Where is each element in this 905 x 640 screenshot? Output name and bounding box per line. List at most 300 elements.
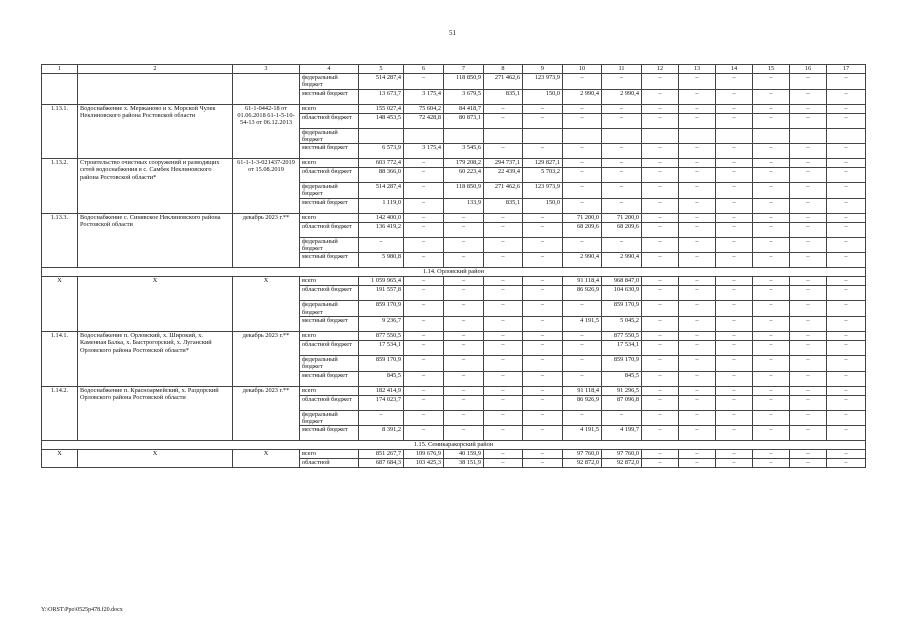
budget-source-label: всего	[300, 450, 359, 459]
value-cell: –	[790, 301, 827, 317]
value-cell: –	[679, 426, 716, 441]
value-cell: –	[679, 213, 716, 222]
item-document: Х	[233, 277, 300, 332]
value-cell: 91 118,4	[563, 386, 602, 395]
value-cell: –	[602, 168, 642, 183]
value-cell: –	[716, 213, 753, 222]
value-cell: –	[716, 104, 753, 113]
value-cell: –	[679, 222, 716, 237]
value-cell: –	[753, 253, 790, 268]
value-cell: –	[753, 355, 790, 371]
value-cell: –	[790, 198, 827, 213]
value-cell: –	[827, 410, 866, 426]
value-cell: –	[523, 253, 563, 268]
value-cell: –	[444, 237, 484, 253]
budget-source-label: областной бюджет	[300, 395, 359, 410]
value-cell: –	[563, 410, 602, 426]
value-cell: 877 550,5	[602, 331, 642, 340]
value-cell: –	[404, 74, 444, 90]
value-cell: –	[716, 426, 753, 441]
value-cell: –	[563, 331, 602, 340]
value-cell: –	[523, 459, 563, 468]
value-cell: –	[523, 426, 563, 441]
value-cell: –	[716, 183, 753, 199]
budget-source-label: федеральный бюджет	[300, 410, 359, 426]
value-cell: –	[790, 426, 827, 441]
value-cell: –	[484, 395, 523, 410]
value-cell: –	[404, 253, 444, 268]
column-header: 10	[563, 65, 602, 74]
value-cell: 22 439,4	[484, 168, 523, 183]
value-cell: –	[679, 159, 716, 168]
value-cell: –	[642, 144, 679, 159]
value-cell: –	[484, 331, 523, 340]
column-header: 1	[42, 65, 78, 74]
value-cell: 150,0	[523, 89, 563, 104]
value-cell: –	[753, 386, 790, 395]
value-cell: –	[404, 286, 444, 301]
value-cell: –	[523, 340, 563, 355]
value-cell: –	[444, 371, 484, 386]
value-cell	[827, 128, 866, 144]
value-cell: –	[602, 198, 642, 213]
value-cell	[679, 128, 716, 144]
budget-source-label: областной бюджет	[300, 168, 359, 183]
budget-source-label: местный бюджет	[300, 198, 359, 213]
column-header: 4	[300, 65, 359, 74]
value-cell: –	[523, 355, 563, 371]
value-cell: –	[790, 459, 827, 468]
value-cell: –	[827, 168, 866, 183]
value-cell: 179 208,2	[444, 159, 484, 168]
value-cell: –	[444, 222, 484, 237]
item-number	[42, 74, 78, 105]
value-cell: –	[642, 450, 679, 459]
budget-source-label: федеральный бюджет	[300, 183, 359, 199]
value-cell: –	[642, 253, 679, 268]
value-cell: –	[679, 371, 716, 386]
value-cell: –	[484, 450, 523, 459]
value-cell: –	[679, 277, 716, 286]
section-row	[42, 268, 866, 277]
value-cell: –	[790, 395, 827, 410]
value-cell: –	[753, 213, 790, 222]
value-cell: –	[753, 410, 790, 426]
value-cell: –	[827, 286, 866, 301]
value-cell: 92 872,0	[563, 459, 602, 468]
value-cell: –	[404, 371, 444, 386]
value-cell: –	[827, 395, 866, 410]
column-header: 12	[642, 65, 679, 74]
value-cell: –	[679, 450, 716, 459]
value-cell: 2 990,4	[563, 89, 602, 104]
value-cell	[484, 128, 523, 144]
value-cell: –	[716, 159, 753, 168]
value-cell: –	[790, 316, 827, 331]
value-cell: –	[484, 286, 523, 301]
value-cell: –	[679, 237, 716, 253]
item-document: декабрь 2023 г.**	[233, 386, 300, 441]
value-cell: –	[827, 159, 866, 168]
value-cell: –	[563, 113, 602, 128]
item-name: Х	[78, 277, 233, 332]
table-row	[42, 331, 866, 340]
budget-source-label: федеральный бюджет	[300, 128, 359, 144]
value-cell: 104 630,9	[602, 286, 642, 301]
column-header: 7	[444, 65, 484, 74]
value-cell: –	[716, 450, 753, 459]
value-cell: –	[642, 113, 679, 128]
value-cell: –	[827, 331, 866, 340]
budget-source-label: местный бюджет	[300, 426, 359, 441]
value-cell: –	[753, 183, 790, 199]
budget-source-label: областной бюджет	[300, 113, 359, 128]
item-number: 1.14.1.	[42, 331, 78, 386]
value-cell: 136 419,2	[359, 222, 404, 237]
value-cell: –	[642, 104, 679, 113]
value-cell: –	[444, 426, 484, 441]
value-cell: –	[563, 340, 602, 355]
value-cell: –	[753, 426, 790, 441]
value-cell: –	[679, 316, 716, 331]
value-cell: –	[827, 459, 866, 468]
value-cell: –	[753, 104, 790, 113]
value-cell: –	[484, 222, 523, 237]
table-row	[42, 159, 866, 168]
section-title: 1.14. Орловский район	[42, 268, 866, 277]
value-cell: –	[563, 168, 602, 183]
value-cell: –	[404, 410, 444, 426]
table-row	[42, 277, 866, 286]
value-cell: 845,5	[602, 371, 642, 386]
value-cell: –	[716, 371, 753, 386]
budget-source-label: всего	[300, 104, 359, 113]
value-cell: –	[790, 74, 827, 90]
value-cell: –	[404, 340, 444, 355]
value-cell: –	[642, 222, 679, 237]
value-cell: –	[563, 198, 602, 213]
budget-source-label: местный бюджет	[300, 253, 359, 268]
value-cell: –	[523, 237, 563, 253]
value-cell: 4 199,7	[602, 426, 642, 441]
value-cell: –	[790, 340, 827, 355]
value-cell: 75 604,2	[404, 104, 444, 113]
value-cell: –	[827, 183, 866, 199]
value-cell: 123 973,9	[523, 183, 563, 199]
column-header: 8	[484, 65, 523, 74]
value-cell: –	[602, 104, 642, 113]
value-cell: –	[753, 159, 790, 168]
value-cell: –	[753, 301, 790, 317]
value-cell: 118 850,9	[444, 74, 484, 90]
value-cell: –	[790, 450, 827, 459]
value-cell: –	[484, 113, 523, 128]
value-cell: –	[679, 286, 716, 301]
value-cell: 133,9	[444, 198, 484, 213]
value-cell: –	[753, 395, 790, 410]
value-cell: –	[790, 104, 827, 113]
value-cell: –	[679, 301, 716, 317]
value-cell: –	[484, 316, 523, 331]
value-cell: –	[484, 301, 523, 317]
value-cell: –	[827, 74, 866, 90]
value-cell: –	[484, 144, 523, 159]
value-cell: –	[827, 144, 866, 159]
value-cell: –	[444, 355, 484, 371]
value-cell: –	[444, 213, 484, 222]
value-cell: –	[404, 331, 444, 340]
value-cell: –	[827, 104, 866, 113]
value-cell: –	[642, 213, 679, 222]
value-cell: –	[602, 410, 642, 426]
item-number: Х	[42, 450, 78, 468]
value-cell: –	[679, 395, 716, 410]
value-cell: –	[716, 253, 753, 268]
value-cell: –	[404, 395, 444, 410]
value-cell: –	[642, 355, 679, 371]
item-name: Водоснабжение с. Синявское Неклиновского района Ростовской области	[78, 213, 233, 268]
value-cell: –	[753, 74, 790, 90]
value-cell: –	[563, 104, 602, 113]
value-cell: –	[790, 331, 827, 340]
value-cell: 4 191,5	[563, 426, 602, 441]
value-cell: –	[642, 74, 679, 90]
value-cell: –	[563, 355, 602, 371]
value-cell: 8 391,2	[359, 426, 404, 441]
value-cell: –	[827, 253, 866, 268]
value-cell: –	[716, 237, 753, 253]
value-cell: –	[679, 355, 716, 371]
value-cell: 859 170,9	[359, 355, 404, 371]
value-cell: –	[716, 301, 753, 317]
value-cell: 859 170,9	[359, 301, 404, 317]
value-cell: 877 550,5	[359, 331, 404, 340]
value-cell: 109 676,9	[404, 450, 444, 459]
value-cell: –	[404, 277, 444, 286]
value-cell: –	[484, 340, 523, 355]
value-cell: –	[679, 331, 716, 340]
value-cell: 271 462,6	[484, 183, 523, 199]
column-header: 13	[679, 65, 716, 74]
value-cell: –	[753, 331, 790, 340]
value-cell: 514 287,4	[359, 183, 404, 199]
value-cell: –	[523, 222, 563, 237]
value-cell: –	[563, 159, 602, 168]
value-cell: –	[444, 316, 484, 331]
value-cell: –	[642, 395, 679, 410]
value-cell: –	[642, 340, 679, 355]
value-cell: –	[484, 426, 523, 441]
value-cell: –	[827, 237, 866, 253]
value-cell: 294 737,1	[484, 159, 523, 168]
value-cell: –	[790, 159, 827, 168]
value-cell: –	[444, 340, 484, 355]
value-cell: –	[642, 159, 679, 168]
value-cell: –	[679, 89, 716, 104]
value-cell: –	[602, 237, 642, 253]
value-cell: –	[716, 410, 753, 426]
value-cell: –	[404, 386, 444, 395]
item-number: 1.13.3.	[42, 213, 78, 268]
table-row	[42, 74, 866, 90]
value-cell: –	[790, 168, 827, 183]
item-document: декабрь 2023 г.**	[233, 331, 300, 386]
value-cell: –	[642, 386, 679, 395]
column-header: 6	[404, 65, 444, 74]
value-cell: –	[827, 355, 866, 371]
value-cell: –	[679, 459, 716, 468]
value-cell: –	[563, 183, 602, 199]
value-cell: –	[827, 426, 866, 441]
value-cell: –	[716, 395, 753, 410]
value-cell: –	[444, 253, 484, 268]
value-cell	[563, 128, 602, 144]
value-cell: –	[642, 198, 679, 213]
value-cell: 71 200,0	[563, 213, 602, 222]
value-cell: –	[523, 395, 563, 410]
value-cell: –	[444, 277, 484, 286]
value-cell: 851 267,7	[359, 450, 404, 459]
value-cell: –	[523, 316, 563, 331]
value-cell: –	[404, 168, 444, 183]
budget-source-label: всего	[300, 213, 359, 222]
value-cell: –	[827, 301, 866, 317]
column-header: 14	[716, 65, 753, 74]
value-cell: –	[563, 237, 602, 253]
value-cell: –	[642, 426, 679, 441]
value-cell: –	[484, 355, 523, 371]
item-name: Водоснабжение п. Орловский, х. Широкий, х. Каменная Балка, х. Быстрогорский, х. Луганский Орловского района Ростовской области*	[78, 331, 233, 386]
value-cell: –	[523, 331, 563, 340]
value-cell: 68 209,6	[563, 222, 602, 237]
value-cell: 68 209,6	[602, 222, 642, 237]
value-cell: –	[716, 355, 753, 371]
value-cell: 97 760,0	[602, 450, 642, 459]
value-cell: 174 023,7	[359, 395, 404, 410]
value-cell: –	[523, 213, 563, 222]
value-cell: –	[827, 340, 866, 355]
value-cell: –	[716, 144, 753, 159]
value-cell: –	[642, 410, 679, 426]
value-cell: –	[790, 410, 827, 426]
section-row	[42, 441, 866, 450]
value-cell: 17 534,1	[359, 340, 404, 355]
value-cell: –	[716, 286, 753, 301]
item-document: Х	[233, 450, 300, 468]
value-cell: –	[563, 301, 602, 317]
table-row	[42, 213, 866, 222]
value-cell: 148 453,5	[359, 113, 404, 128]
budget-table	[41, 64, 866, 468]
column-header: 15	[753, 65, 790, 74]
value-cell: 9 236,7	[359, 316, 404, 331]
value-cell: –	[523, 386, 563, 395]
budget-source-label: всего	[300, 277, 359, 286]
page-number: 51	[449, 29, 456, 37]
column-header: 9	[523, 65, 563, 74]
value-cell: 859 170,9	[602, 301, 642, 317]
value-cell	[444, 128, 484, 144]
value-cell: –	[716, 198, 753, 213]
value-cell: 84 418,7	[444, 104, 484, 113]
value-cell: –	[753, 222, 790, 237]
item-number: 1.13.2.	[42, 159, 78, 214]
value-cell: –	[602, 74, 642, 90]
value-cell: –	[827, 386, 866, 395]
column-header: 16	[790, 65, 827, 74]
value-cell: –	[642, 316, 679, 331]
item-name: Строительство очистных сооружений и разводящих сетей водоснабжения в с. Самбек Неклиновского района Ростовской области*	[78, 159, 233, 214]
value-cell: 514 287,4	[359, 74, 404, 90]
value-cell: –	[827, 213, 866, 222]
value-cell: –	[484, 459, 523, 468]
value-cell: –	[404, 316, 444, 331]
value-cell: –	[790, 183, 827, 199]
value-cell: –	[484, 213, 523, 222]
value-cell: –	[642, 459, 679, 468]
value-cell: –	[753, 459, 790, 468]
budget-source-label: местный бюджет	[300, 144, 359, 159]
value-cell: –	[642, 331, 679, 340]
item-number: 1.13.1.	[42, 104, 78, 159]
value-cell: –	[790, 113, 827, 128]
value-cell: 6 573,9	[359, 144, 404, 159]
value-cell: –	[444, 386, 484, 395]
budget-source-label: областной	[300, 459, 359, 468]
value-cell: 86 926,9	[563, 286, 602, 301]
value-cell: –	[716, 89, 753, 104]
value-cell: 1 059 965,4	[359, 277, 404, 286]
value-cell: 191 557,8	[359, 286, 404, 301]
value-cell	[359, 128, 404, 144]
value-cell: 271 462,6	[484, 74, 523, 90]
table-body	[42, 65, 866, 468]
value-cell: 2 990,4	[602, 253, 642, 268]
value-cell: –	[444, 410, 484, 426]
value-cell: 17 534,1	[602, 340, 642, 355]
value-cell	[602, 128, 642, 144]
value-cell: –	[642, 168, 679, 183]
value-cell: 80 873,1	[444, 113, 484, 128]
value-cell: –	[602, 159, 642, 168]
value-cell: 129 827,1	[523, 159, 563, 168]
value-cell: 5 703,2	[523, 168, 563, 183]
column-header: 17	[827, 65, 866, 74]
budget-source-label: федеральный бюджет	[300, 74, 359, 90]
value-cell: –	[827, 89, 866, 104]
value-cell: 40 159,9	[444, 450, 484, 459]
value-cell: 60 223,4	[444, 168, 484, 183]
budget-source-label: областной бюджет	[300, 222, 359, 237]
item-number: Х	[42, 277, 78, 332]
value-cell: 968 847,0	[602, 277, 642, 286]
column-header: 2	[78, 65, 233, 74]
budget-source-label: областной бюджет	[300, 340, 359, 355]
budget-source-label: местный бюджет	[300, 316, 359, 331]
value-cell: –	[790, 89, 827, 104]
value-cell: –	[563, 144, 602, 159]
budget-source-label: федеральный бюджет	[300, 301, 359, 317]
file-path-footer: Y:\ORST\Ppo\0525p478.f20.docx	[41, 607, 123, 613]
value-cell: 91 296,5	[602, 386, 642, 395]
table-row	[42, 386, 866, 395]
value-cell: –	[642, 183, 679, 199]
value-cell: –	[790, 213, 827, 222]
value-cell: 91 118,4	[563, 277, 602, 286]
value-cell: –	[753, 89, 790, 104]
value-cell: –	[753, 237, 790, 253]
item-name: Водоснабжение п. Красноармейский, х. Раздорский Орловского района Ростовской области	[78, 386, 233, 441]
